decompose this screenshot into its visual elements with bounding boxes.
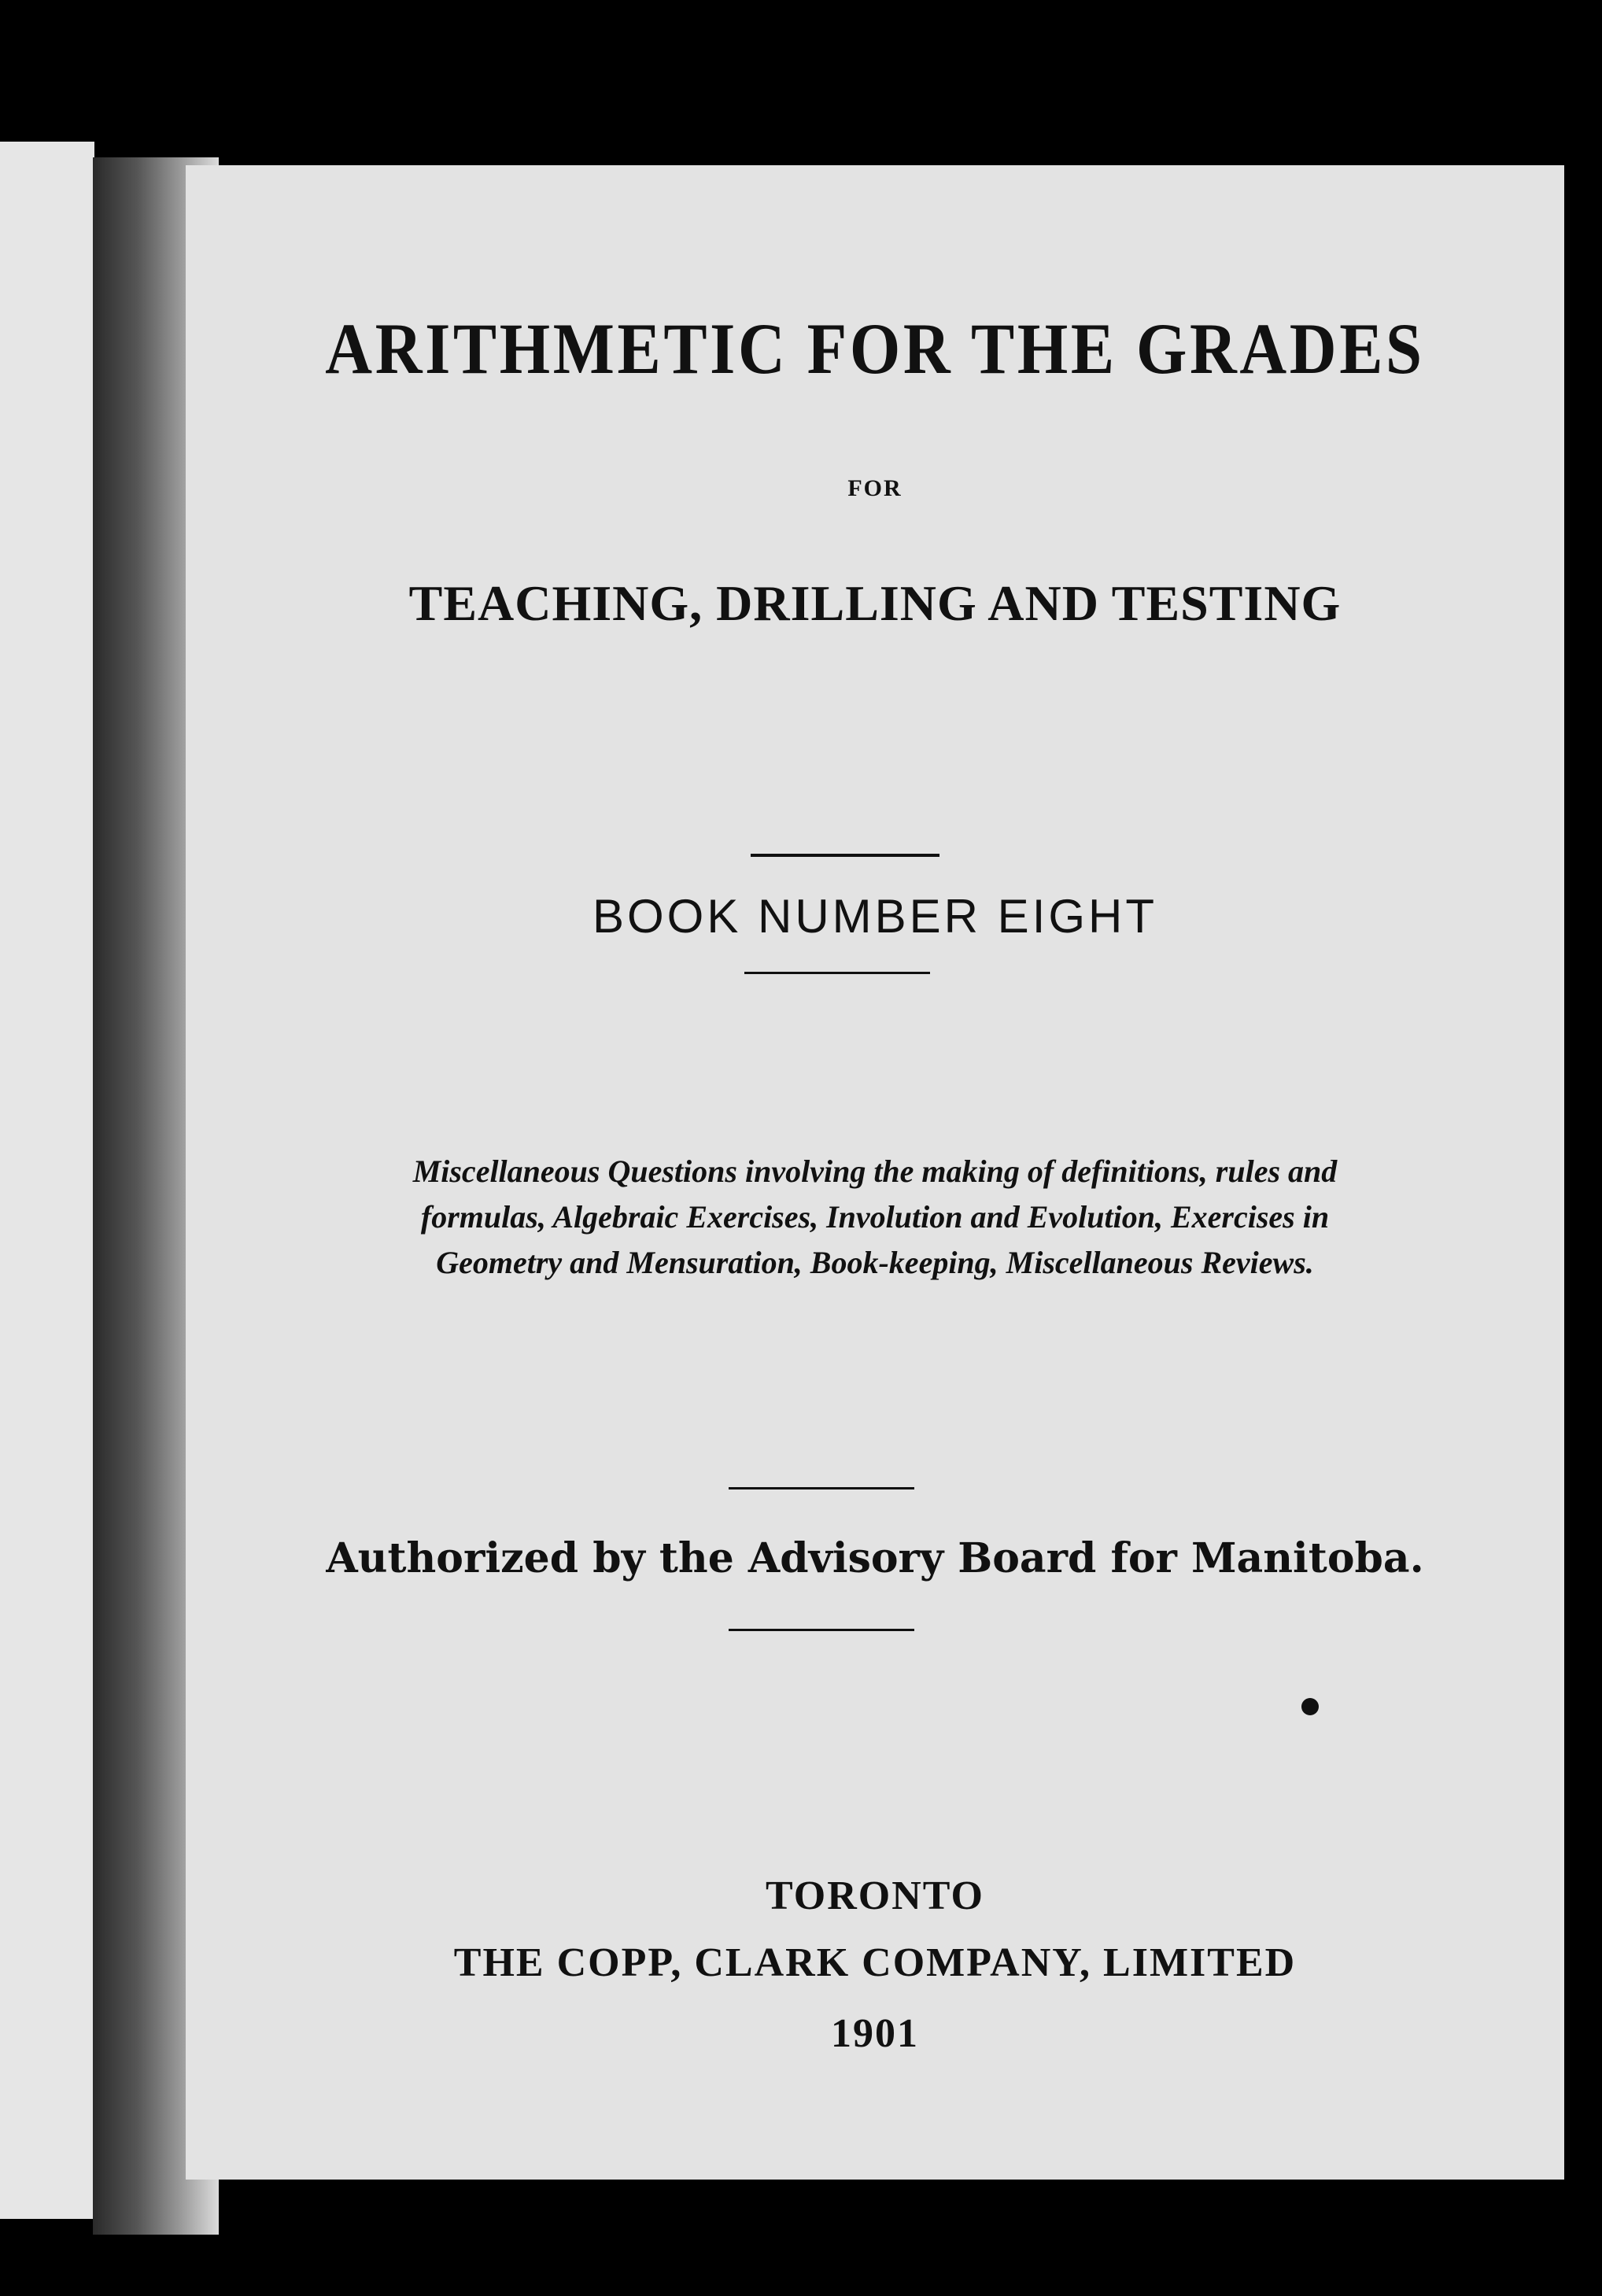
ink-spot — [1301, 1698, 1319, 1715]
publisher: THE COPP, CLARK COMPANY, LIMITED — [453, 1940, 1297, 1985]
for-label: FOR — [847, 475, 903, 501]
top-rule-1 — [751, 854, 939, 857]
mid-rule-2 — [729, 1629, 914, 1631]
book-number: BOOK NUMBER EIGHT — [592, 890, 1158, 943]
mid-rule-1 — [729, 1487, 914, 1489]
book-subtitle: TEACHING, DRILLING AND TESTING — [408, 575, 1342, 631]
publication-year: 1901 — [831, 2011, 919, 2056]
contents-description: Miscellaneous Questions involving the making of definitions, rules and formulas, Algebraic Exercises, Involution and Evolution, Exercises in Geometry and Mensuration, Book-keeping, Miscellaneous Reviews. — [412, 1154, 1338, 1280]
authorization-statement: Authorized by the Advisory Board for Manitoba. — [326, 1534, 1424, 1582]
top-rule-2 — [744, 972, 930, 974]
book-title: ARITHMETIC FOR THE GRADES — [325, 308, 1425, 389]
facing-page-edge — [0, 142, 94, 2219]
title-page — [186, 165, 1564, 2180]
publication-city: TORONTO — [766, 1873, 984, 1918]
